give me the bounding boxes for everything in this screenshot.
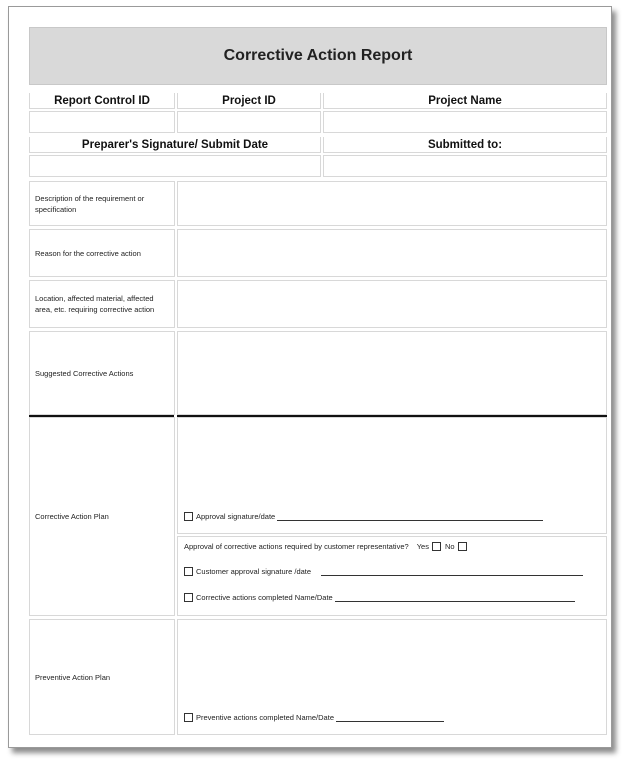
suggested-actions-field[interactable] xyxy=(177,331,607,415)
header-report-control-id: Report Control ID xyxy=(29,93,175,109)
label-reason: Reason for the corrective action xyxy=(29,229,175,277)
corrective-completed-line[interactable] xyxy=(335,594,575,602)
no-checkbox[interactable] xyxy=(458,542,467,551)
header-preparer-signature: Preparer's Signature/ Submit Date xyxy=(29,137,321,153)
customer-approval-signature-line[interactable] xyxy=(321,568,583,576)
approval-signature-line[interactable] xyxy=(277,513,543,521)
yes-label: Yes xyxy=(416,542,429,551)
customer-approval-signature-row xyxy=(184,567,583,576)
customer-approval-question-row xyxy=(184,542,470,551)
customer-approval-checkbox[interactable] xyxy=(184,567,193,576)
project-id-field[interactable] xyxy=(177,111,321,133)
preventive-completed-row xyxy=(184,713,444,722)
corrective-completed-label: Corrective actions completed Name/Date xyxy=(196,593,333,602)
header-submitted-to: Submitted to: xyxy=(323,137,607,153)
approval-signature-checkbox[interactable] xyxy=(184,512,193,521)
label-suggested-actions: Suggested Corrective Actions xyxy=(29,331,175,415)
label-location: Location, affected material, affected area, etc. requiring corrective action xyxy=(29,280,175,328)
customer-approval-question: Approval of corrective actions required by customer representative? xyxy=(184,542,409,551)
preventive-completed-label: Preventive actions completed Name/Date xyxy=(196,713,334,722)
header-project-id: Project ID xyxy=(177,93,321,109)
label-corrective-action-plan: Corrective Action Plan xyxy=(29,417,175,616)
submitted-to-field[interactable] xyxy=(323,155,607,177)
approval-signature-label: Approval signature/date xyxy=(196,512,276,521)
document-frame xyxy=(8,6,612,748)
location-field[interactable] xyxy=(177,280,607,328)
preparer-signature-field[interactable] xyxy=(29,155,321,177)
preventive-completed-checkbox[interactable] xyxy=(184,713,193,722)
description-field[interactable] xyxy=(177,181,607,226)
project-name-field[interactable] xyxy=(323,111,607,133)
reason-field[interactable] xyxy=(177,229,607,277)
label-preventive-action-plan: Preventive Action Plan xyxy=(29,619,175,735)
corrective-completed-checkbox[interactable] xyxy=(184,593,193,602)
form-title: Corrective Action Report xyxy=(29,27,607,85)
customer-approval-signature-label: Customer approval signature /date xyxy=(196,567,312,576)
approval-signature-row xyxy=(184,512,543,521)
corrective-completed-row xyxy=(184,593,575,602)
report-control-id-field[interactable] xyxy=(29,111,175,133)
header-project-name: Project Name xyxy=(323,93,607,109)
preventive-completed-line[interactable] xyxy=(336,714,444,722)
label-description: Description of the requirement or specification xyxy=(29,181,175,226)
yes-checkbox[interactable] xyxy=(432,542,441,551)
no-label: No xyxy=(444,542,455,551)
